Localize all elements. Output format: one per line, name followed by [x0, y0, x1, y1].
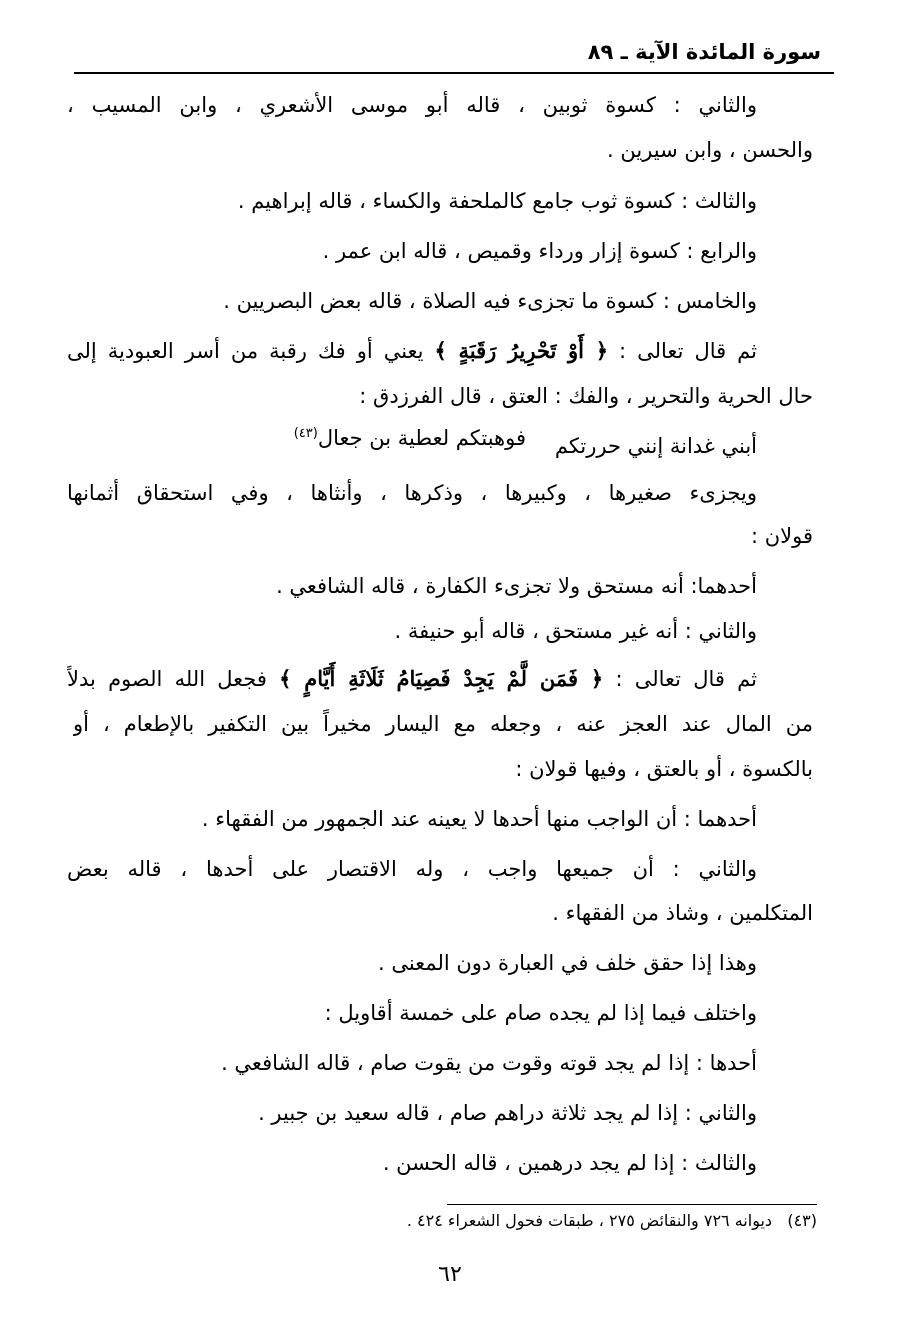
text-line: قولان :	[750, 524, 813, 548]
text-line: حال الحرية والتحرير ، والفك : العتق ، قال الفرزدق :	[359, 384, 813, 408]
text-line: والخامس : كسوة ما تجزىء فيه الصلاة ، قاله بعض البصريين .	[223, 289, 757, 313]
text-line: والثالث : إذا لم يجد درهمين ، قاله الحسن .	[382, 1151, 757, 1175]
verse-second-hemistich	[226, 419, 526, 457]
text-span: فجعل الله الصوم بدلاً	[67, 667, 280, 691]
quran-quote: ﴿ فَمَن لَّمْ يَجِدْ فَصِيَامُ ثَلَاثَةِ أَيَّامٍ ﴾	[279, 666, 604, 691]
text-span: ثم قال تعالى :	[603, 667, 757, 691]
quran-quote: ﴿ أَوْ تَحْرِيرُ رَقَبَةٍ ﴾	[434, 338, 608, 363]
text-line: والثاني : إذا لم يجد ثلاثة دراهم صام ، قاله سعيد بن جبير .	[258, 1101, 757, 1125]
footnote	[117, 1207, 817, 1235]
header-rule	[74, 72, 834, 74]
footnote-text: ديوانه ٧٢٦ والنقائض ٢٧٥ ، طبقات فحول الشعراء ٤٢٤ .	[406, 1211, 773, 1230]
footnote-reference: (٤٣)	[293, 426, 318, 441]
text-line: ويجزىء صغيرها ، وكبيرها ، وذكرها ، وأنثاها ، وفي استحقاق أثمانها	[67, 481, 757, 505]
text-line: وهذا إذا حقق خلف في العبارة دون المعنى .	[377, 951, 757, 975]
text-line: والثاني : كسوة ثوبين ، قاله أبو موسى الأشعري ، وابن المسيب ،	[67, 93, 757, 117]
running-header: سورة المائدة الآية ـ ٨٩	[587, 40, 821, 64]
verse-first-hemistich: أبني غدانة إنني حررتكم	[554, 434, 757, 458]
text-line: والثاني : أنه غير مستحق ، قاله أبو حنيفة .	[394, 619, 757, 643]
text-line: من المال عند العجز عنه ، وجعله مع اليسار مخيراً بين التكفير بالإطعام ، أو	[73, 712, 813, 736]
text-line: والحسن ، وابن سيرين .	[607, 138, 813, 162]
text-span: يعني أو فك رقبة من أسر العبودية إلى	[67, 339, 435, 363]
text-line: والثالث : كسوة ثوب جامع كالملحفة والكساء ، قاله إبراهيم .	[237, 189, 757, 213]
text-line: أحدهما: أنه مستحق ولا تجزىء الكفارة ، قاله الشافعي .	[276, 574, 757, 598]
text-line: والثاني : أن جميعها واجب ، وله الاقتصار على أحدها ، قاله بعض	[67, 857, 757, 881]
footnote-marker: (٤٣)	[787, 1211, 817, 1230]
text-line: المتكلمين ، وشاذ من الفقهاء .	[552, 901, 813, 925]
text-line: واختلف فيما إذا لم يجده صام على خمسة أقاويل :	[324, 1001, 757, 1025]
footnote-rule	[447, 1204, 817, 1205]
page-number: ٦٢	[438, 1262, 462, 1287]
text-line: أحدها : إذا لم يجد قوته وقوت من يقوت صام ، قاله الشافعي .	[221, 1051, 757, 1075]
verse-text: فوهبتكم لعطية بن جعال	[317, 426, 526, 450]
text-line: أحدهما : أن الواجب منها أحدها لا يعينه عند الجمهور من الفقهاء .	[201, 807, 757, 831]
text-span: ثم قال تعالى :	[608, 339, 757, 363]
text-line	[67, 332, 757, 370]
text-line	[67, 660, 757, 698]
text-line: والرابع : كسوة إزار ورداء وقميص ، قاله ابن عمر .	[322, 239, 757, 263]
text-line: بالكسوة ، أو بالعتق ، وفيها قولان :	[515, 757, 813, 781]
